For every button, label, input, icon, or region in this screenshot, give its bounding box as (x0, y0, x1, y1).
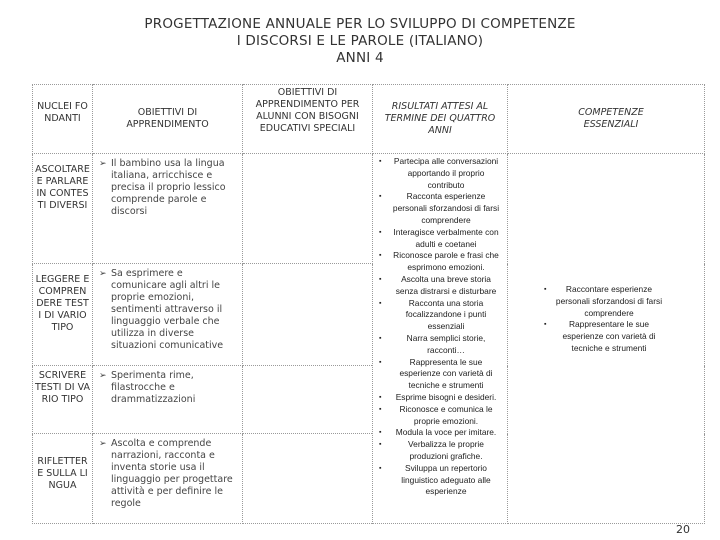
list-item-text: Esprime bisogni e desideri. (395, 391, 497, 402)
list-item (379, 427, 503, 439)
nucleo-label: SCRIVERE TESTI DI VARIO TIPO (35, 370, 90, 405)
list-item (544, 319, 664, 354)
obiettivo-text: Il bambino usa la lingua italiana, arricchisce e precisa il proprio lessico comprende parole e discorsi (111, 158, 226, 217)
header-obiettivi-speciali: OBIETTIVI DI APPRENDIMENTO PER ALUNNI CON BISOGNI EDUCATIVI SPECIALI (255, 87, 360, 134)
obiettivo-text: Ascolta e comprende narrazioni, racconta e inventa storie usa il linguaggio per progettare attività e per definire le regole (111, 438, 233, 509)
header-nuclei: NUCLEI FONDANTI (37, 101, 88, 124)
square-bullet-icon: ▪ (379, 358, 382, 366)
risultati-list (373, 154, 507, 498)
list-item (379, 404, 503, 428)
obiettivo-item (93, 154, 242, 218)
arrow-bullet-icon: ➢ (99, 371, 107, 381)
nucleo-cell (33, 434, 93, 524)
header-competenze: COMPETENZE ESSENZIALI (578, 107, 644, 130)
list-item (379, 463, 503, 498)
obiettivi-speciali-cell (243, 366, 373, 434)
obiettivo-item (93, 366, 242, 406)
obiettivo-cell (93, 434, 243, 524)
obiettivo-item (93, 434, 242, 510)
arrow-bullet-icon: ➢ (99, 159, 107, 169)
list-item-text: Interagisce verbalmente con adulti e coetanei (393, 226, 499, 249)
list-item (544, 284, 664, 319)
list-item (379, 298, 503, 333)
square-bullet-icon: ▪ (379, 405, 382, 413)
obiettivi-speciali-cell (243, 154, 373, 264)
page-title (0, 16, 720, 67)
nucleo-cell (33, 366, 93, 434)
list-item (379, 357, 503, 392)
competence-table (32, 84, 705, 524)
list-item-text: Racconta una storia focalizzandone i punti essenziali (405, 297, 487, 332)
list-item (379, 191, 503, 226)
header-obiettivi-cell (93, 85, 243, 154)
list-item-text: Partecipa alle conversazioni apportando il proprio contributo (393, 156, 499, 190)
header-risultati-cell (373, 85, 508, 154)
obiettivo-item (93, 264, 242, 352)
list-item-text: Verbalizza le proprie produzioni grafiche. (408, 439, 484, 461)
list-item (379, 250, 503, 274)
header-obiettivi-speciali-cell (243, 85, 373, 154)
page-number: 20 (676, 523, 690, 536)
nucleo-cell (33, 154, 93, 264)
list-item (379, 274, 503, 298)
header-row (33, 85, 705, 154)
obiettivi-speciali-cell (243, 434, 373, 524)
header-competenze-cell (508, 85, 705, 154)
obiettivi-speciali-cell (243, 264, 373, 366)
list-item-text: Raccontare esperienze personali sforzandosi di farsi comprendere (555, 284, 663, 318)
list-item (379, 439, 503, 463)
square-bullet-icon: ▪ (379, 252, 382, 260)
square-bullet-icon: ▪ (379, 193, 382, 201)
obiettivo-cell (93, 154, 243, 264)
obiettivo-text: Sa esprimere e comunicare agli altri le proprie emozioni, sentimenti attraverso il linguaggio verbale che utilizza in diverse situazioni comunicative (111, 268, 224, 351)
square-bullet-icon: ▪ (379, 429, 382, 437)
list-item-text: Riconosce e comunica le proprie emozioni. (399, 403, 493, 426)
arrow-bullet-icon: ➢ (99, 269, 107, 279)
header-nuclei-cell (33, 85, 93, 154)
list-item-text: Modula la voce per imitare. (395, 427, 497, 438)
nucleo-label: LEGGERE E COMPRENDERE TESTI DI VARIO TIPO (35, 274, 90, 333)
nucleo-label: ASCOLTARE E PARLARE IN CONTESTI DIVERSI (35, 164, 90, 211)
obiettivo-cell (93, 366, 243, 434)
square-bullet-icon: ▪ (379, 334, 382, 342)
arrow-bullet-icon: ➢ (99, 439, 107, 449)
list-item (379, 156, 503, 191)
square-bullet-icon: ▪ (379, 441, 382, 449)
list-item-text: Sviluppa un repertorio linguistico adeguato alle esperienze (401, 462, 491, 497)
square-bullet-icon: ▪ (379, 393, 382, 401)
table-row-1 (33, 154, 705, 264)
title-line-2: I DISCORSI E LE PAROLE (ITALIANO) (236, 33, 484, 49)
list-item (379, 392, 503, 404)
list-item-text: Riconosce parole e frasi che esprimono emozioni. (393, 250, 499, 273)
header-obiettivi: OBIETTIVI DI APPRENDIMENTO (126, 107, 209, 130)
list-item (379, 333, 503, 357)
nucleo-label: RIFLETTERE SULLA LINGUA (37, 456, 88, 491)
list-item-text: Rappresentare le sue esperienze con varietà di tecniche e strumenti (562, 319, 656, 353)
list-item (379, 227, 503, 251)
square-bullet-icon: ▪ (544, 286, 547, 293)
obiettivo-text: Sperimenta rime, filastrocche e drammatizzazioni (111, 370, 196, 405)
obiettivo-cell (93, 264, 243, 366)
list-item-text: Rappresenta le sue esperienze con varietà di tecniche e strumenti (399, 356, 493, 391)
list-item-text: Racconta esperienze personali sforzandosi di farsi comprendere (392, 191, 500, 225)
header-risultati: RISULTATI ATTESI AL TERMINE DEI QUATTRO ANNI (384, 101, 496, 136)
title-line-1: PROGETTAZIONE ANNUALE PER LO SVILUPPO DI COMPETENZE (144, 16, 576, 32)
square-bullet-icon: ▪ (544, 321, 547, 329)
nucleo-cell (33, 264, 93, 366)
square-bullet-icon: ▪ (379, 158, 382, 165)
list-item-text: Ascolta una breve storia senza distrarsi e disturbare (395, 273, 497, 296)
square-bullet-icon: ▪ (379, 228, 382, 236)
title-line-3: ANNI 4 (336, 50, 384, 66)
competenze-list (508, 282, 704, 355)
square-bullet-icon: ▪ (379, 464, 382, 472)
list-item-text: Narra semplici storie, racconti… (406, 332, 486, 355)
competenze-cell (508, 154, 705, 524)
square-bullet-icon: ▪ (379, 299, 382, 307)
risultati-cell (373, 154, 508, 524)
square-bullet-icon: ▪ (379, 275, 382, 283)
